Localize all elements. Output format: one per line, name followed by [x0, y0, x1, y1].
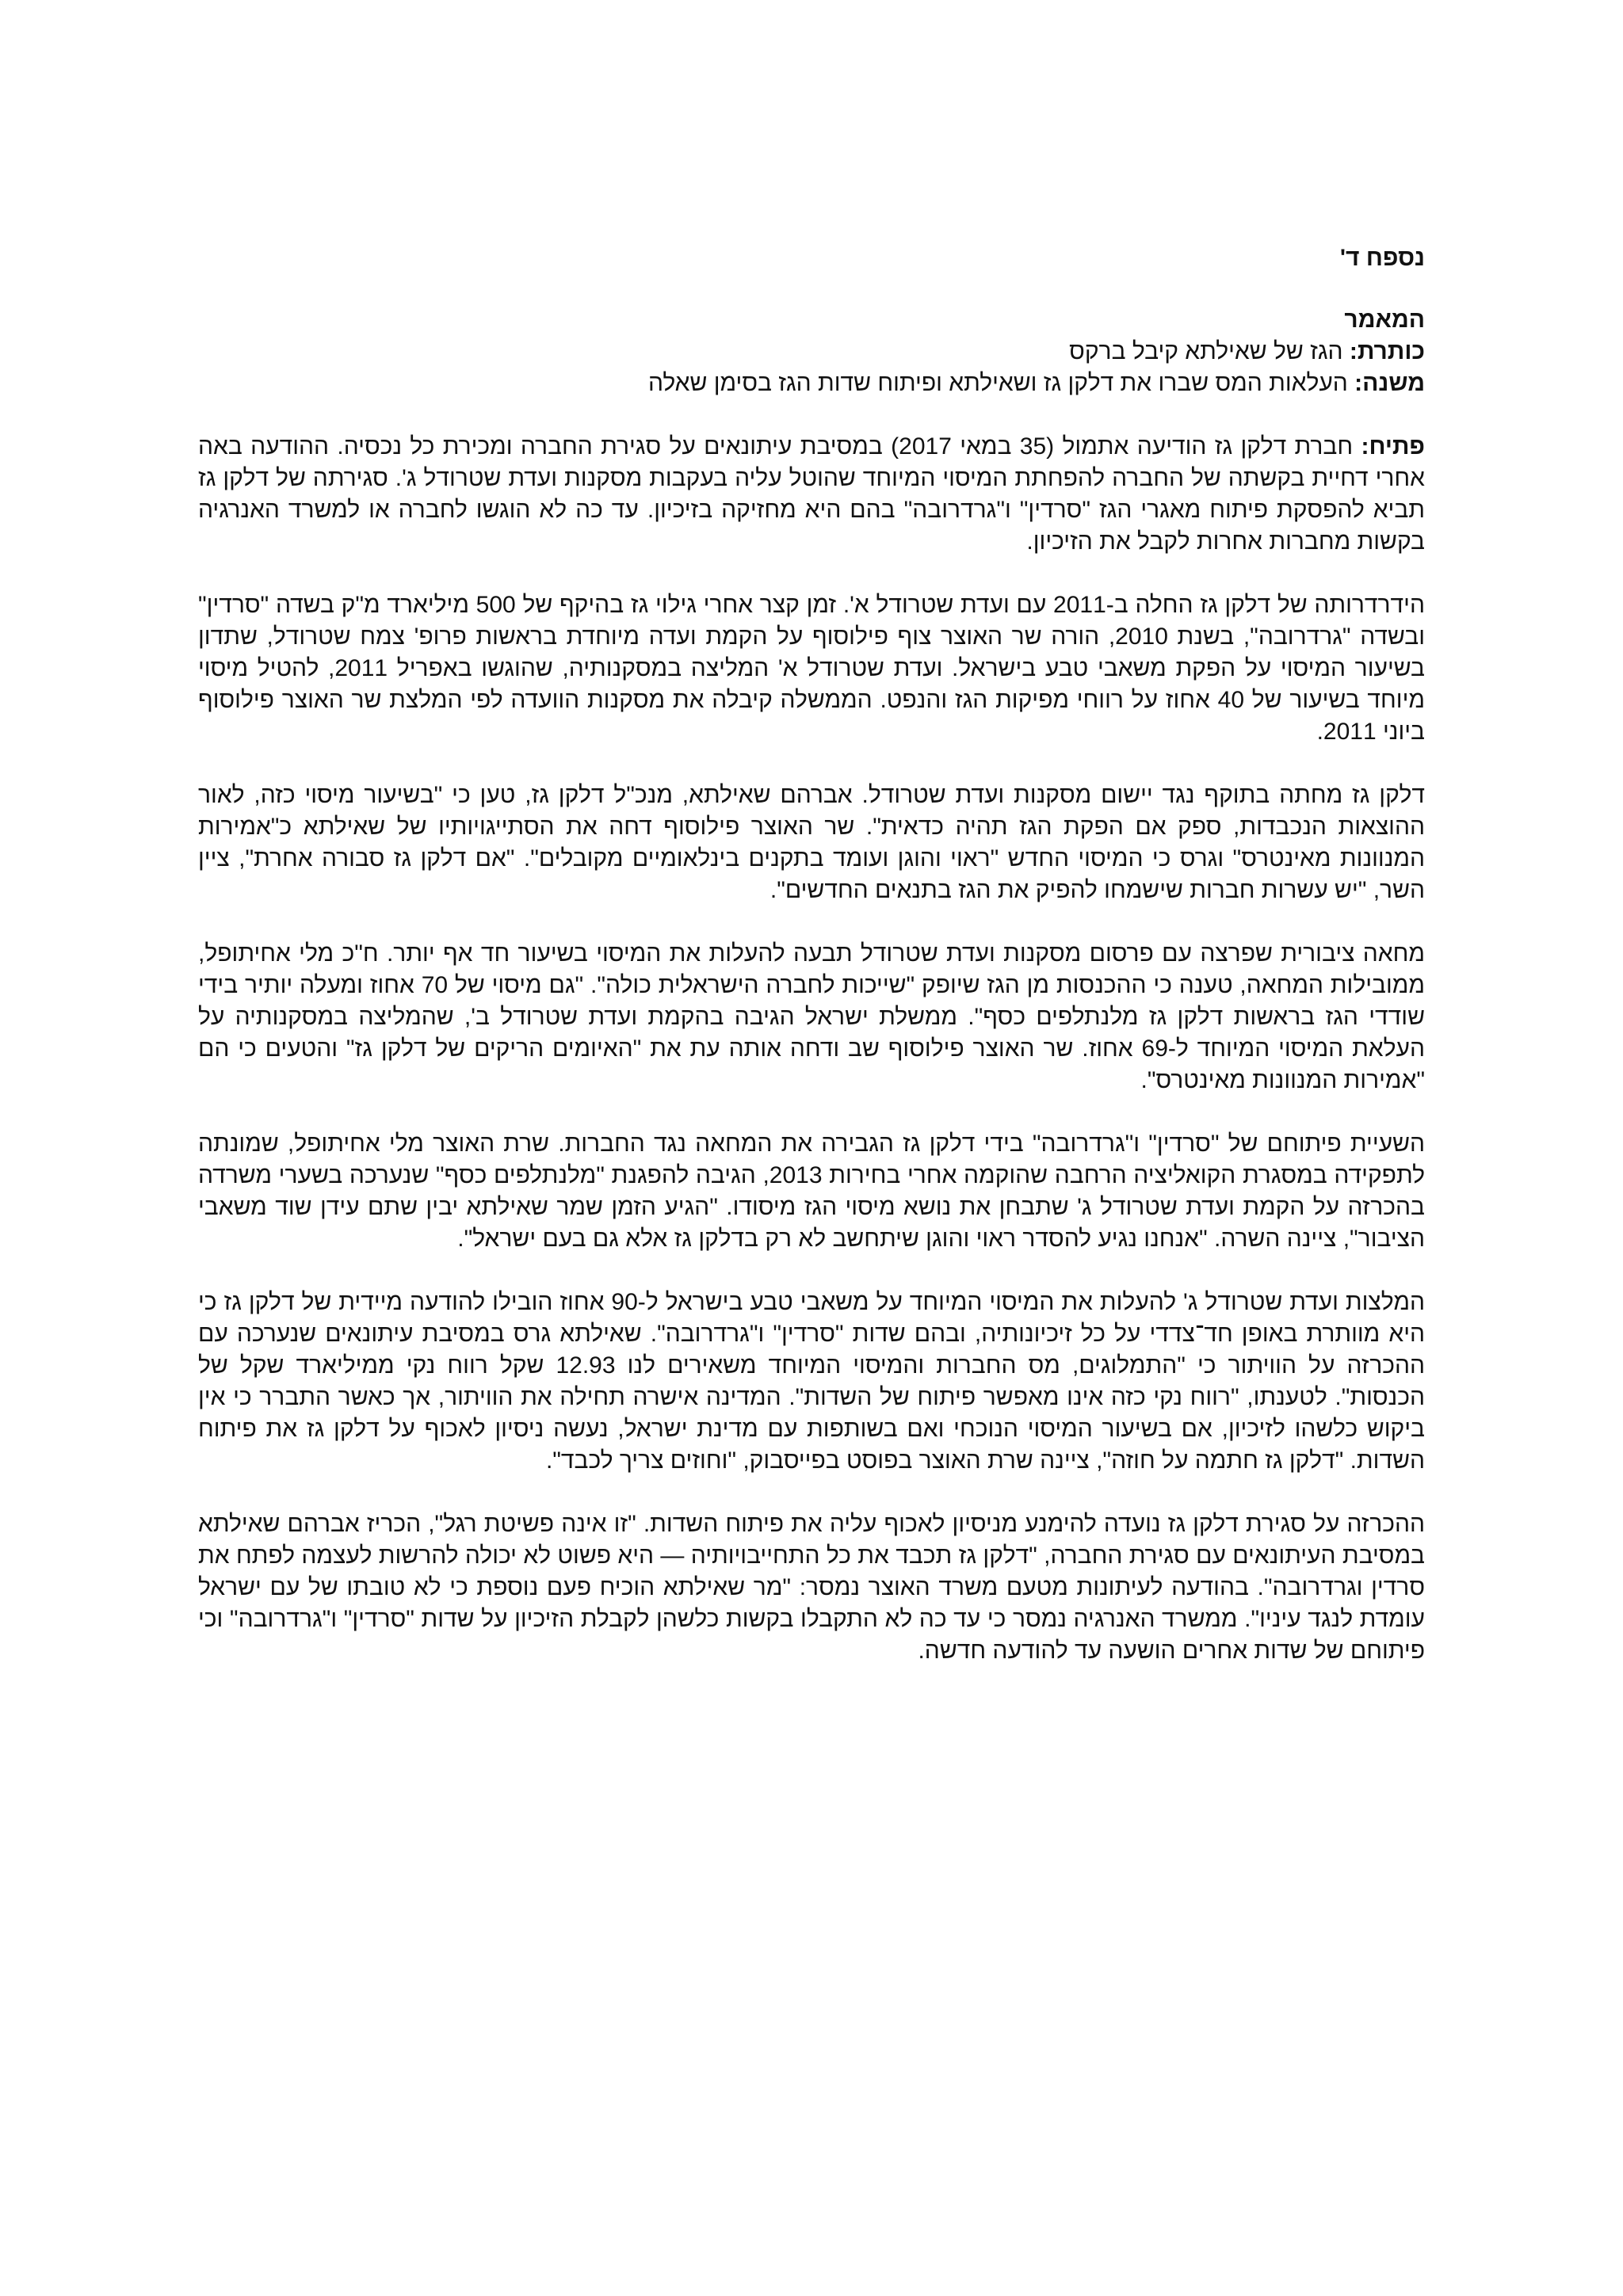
- body-paragraph: דלקן גז מחתה בתוקף נגד יישום מסקנות ועדת שטרודל. אברהם שאילתא, מנכ"ל דלקן גז, טען כי "בשיעור מיסוי כזה, לאור ההוצאות הנכבדות, ספק אם הפקת הגז תהיה כדאית". שר האוצר פילוסוף דחה את הסתייגויותיו של שאילתא כ"אמירות המנוונות מאינטרס" וגרס כי המיסוי החדש "ראוי והוגן ועומד בתקנים בינלאומיים מקובלים". "אם דלקן גז סבורה אחרת", ציין השר, "יש עשרות חברות שישמחו להפיק את הגז בתנאים החדשים".: [198, 782, 1425, 903]
- headline-text: הגז של שאילתא קיבל ברקס: [1069, 338, 1350, 364]
- body-paragraph: השעיית פיתוחם של "סרדין" ו"גרדרובה" בידי דלקן גז הגבירה את המחאה נגד החברות. שרת האוצר מלי אחיתופל, שמונתה לתפקידה במסגרת הקואליציה הרחבה שהוקמה אחרי בחירות 2013, הגיבה להפגנת "מלנתלפים כסף" שנערכה בשערי משרדה בהכרזה על הקמת ועדת שטרודל ג' שתבחן את נושא מיסוי הגז מיסודו. "הגיע הזמן שמר שאילתא יבין שתם עידן שוד משאבי הציבור", ציינה השרה. "אנחנו נגיע להסדר ראוי והוגן שיתחשב לא רק בדלקן גז אלא גם בעם ישראל".: [198, 1131, 1425, 1252]
- document-page: [198, 242, 1425, 1699]
- section-title: המאמר: [1344, 307, 1425, 333]
- article-header: [198, 304, 1425, 399]
- lead-paragraph: [198, 431, 1425, 558]
- subheadline-text: העלאות המס שברו את דלקן גז ושאילתא ופיתוח שדות הגז בסימן שאלה: [647, 370, 1355, 396]
- headline-line: [198, 336, 1425, 368]
- body-paragraph: ההכרזה על סגירת דלקן גז נועדה להימנע מניסיון לאכוף עליה את פיתוח השדות. "זו אינה פשיטת רגל", הכריז אברהם שאילתא במסיבת העיתונאים עם סגירת החברה, "דלקן גז תכבד את כל התחייבויותיה — היא פשוט לא יכולה להרשות לעצמה לפתח את סרדין וגרדרובה". בהודעה לעיתונות מטעם משרד האוצר נמסר: "מר שאילתא הוכיח פעם נוספת כי לא טובתו של עם ישראל עומדת לנגד עיניו". ממשרד האנרגיה נמסר כי עד כה לא התקבלו בקשות כלשהן לקבלת הזיכיון על שדות "סרדין" ו"גרדרובה" וכי פיתוחם של שדות אחרים הושעה עד להודעה חדשה.: [198, 1511, 1425, 1664]
- body-paragraph: המלצות ועדת שטרודל ג' להעלות את המיסוי המיוחד על משאבי טבע בישראל ל-90 אחוז הובילו להודעה מיידית של דלקן גז כי היא מוותרת באופן חד־צדדי על כל זיכיונותיה, ובהם שדות "סרדין" ו"גרדרובה". שאילתא גרס במסיבת עיתונאים שנערכה עם ההכרזה על הוויתור כי "התמלוגים, מס החברות והמיסוי המיוחד משאירים לנו 12.93 שקל רווח נקי ממיליארד שקל של הכנסות". לטענתו, "רווח נקי כזה אינו מאפשר פיתוח של השדות". המדינה אישרה תחילה את הוויתור, אך כאשר התברר כי אין ביקוש כלשהו לזיכיון, אם בשיעור המיסוי הנוכחי ואם בשותפות עם מדינת ישראל, נעשה ניסיון לאכוף על דלקן גז את פיתוח השדות. "דלקן גז חתמה על חוזה", ציינה שרת האוצר בפוסט בפייסבוק, "וחוזים צריך לכבד".: [198, 1289, 1426, 1474]
- body-paragraph: מחאה ציבורית שפרצה עם פרסום מסקנות ועדת שטרודל תבעה להעלות את המיסוי בשיעור חד אף יותר. ח"כ מלי אחיתופל, ממובילות המחאה, טענה כי ההכנסות מן הגז שיופק "שייכות לחברה הישראלית כולה". "גם מיסוי של 70 אחוז ומעלה יותיר בידי שודדי הגז בראשות דלקן גז מלנתלפים כסף". ממשלת ישראל הגיבה בהקמת ועדת שטרודל ב', שהמליצה במסקנותיה על העלאת המיסוי המיוחד ל-69 אחוז. שר האוצר פילוסוף שב ודחה אותה עת את "האיומים הריקים של דלקן גז" והטעים כי הם "אמירות המנוונות מאינטרס".: [198, 940, 1426, 1093]
- headline-label: כותרת:: [1349, 338, 1425, 364]
- lead-text: חברת דלקן גז הודיעה אתמול (35 במאי 2017) במסיבת עיתונאים על סגירת החברה ומכירת כל נכסיה. ההודעה באה אחרי דחיית בקשתה של החברה להפחתת המיסוי המיוחד שהוטל עליה בעקבות מסקנות ועדת שטרודל ג'. סגירתה של דלקן גז תביא להפסקת פיתוח מאגרי הגז "סרדין" ו"גרדרובה" בהם היא מחזיקה בזיכיון. עד כה לא הוגשו לחברה או למשרד האנרגיה בקשות מחברות אחרות לקבל את הזיכיון.: [198, 433, 1425, 555]
- appendix-title: נספח ד': [1339, 245, 1425, 271]
- subheadline-line: [198, 368, 1425, 399]
- subheadline-label: משנה:: [1354, 370, 1425, 396]
- lead-label: פתיח:: [1361, 433, 1425, 460]
- body-paragraph: הידרדרותה של דלקן גז החלה ב-2011 עם ועדת שטרודל א'. זמן קצר אחרי גילוי גז בהיקף של 500 מיליארד מ"ק בשדה "סרדין" ובשדה "גרדרובה", בשנת 2010, הורה שר האוצר צוף פילוסוף על הקמת ועדה מיוחדת בראשות פרופ' צמח שטרודל, שתדון בשיעור המיסוי על הפקת משאבי טבע בישראל. ועדת שטרודל א' המליצה במסקנותיה, שהוגשו באפריל 2011, להטיל מיסוי מיוחד בשיעור של 40 אחוז על רווחי מפיקות הגז והנפט. הממשלה קיבלה את מסקנות הוועדה לפי המלצת שר האוצר פילוסוף ביוני 2011.: [198, 592, 1426, 745]
